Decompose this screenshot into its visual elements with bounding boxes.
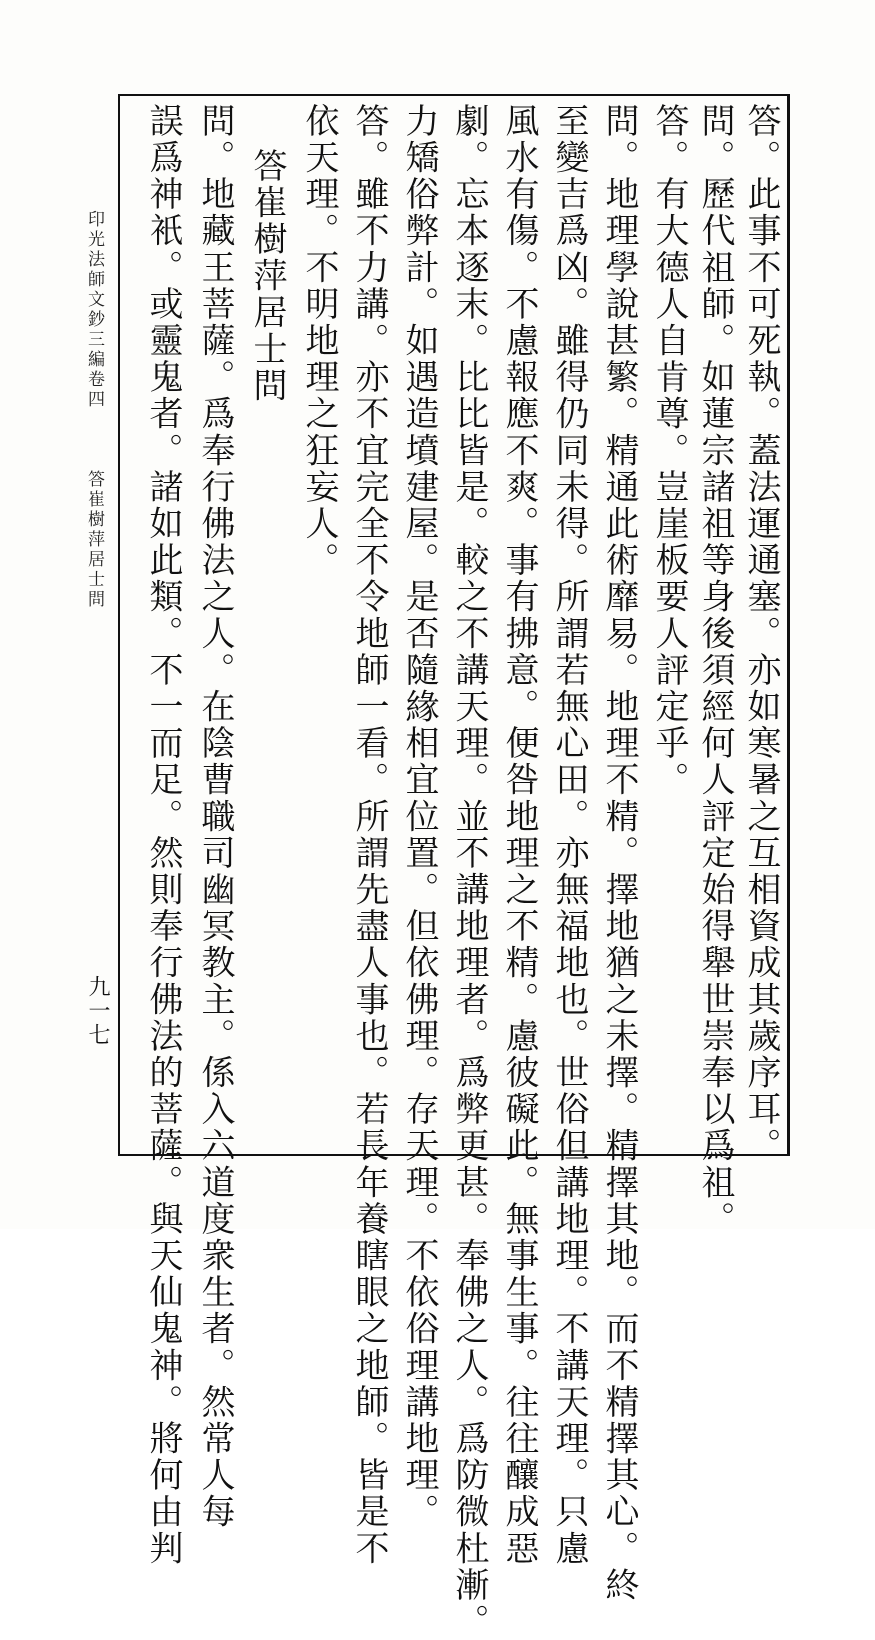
section-heading: 答崔樹萍居士問	[247, 148, 287, 405]
text-column-13: 誤爲神衹。或靈鬼者。諸如此類。不一而足。然則奉行佛法的菩薩。與天仙鬼神。將何由判	[143, 103, 183, 1567]
text-column-7: 劇。忘本逐末。比比皆是。較之不講天理。並不講地理者。爲弊更甚。奉佛之人。爲防微杜漸。	[449, 103, 489, 1640]
text-column-8: 力矯俗弊計。如遇造墳建屋。是否隨緣相宜位置。但依佛理。存天理。不依俗理講地理。	[399, 103, 439, 1531]
section-title-margin: 答崔樹萍居士問	[84, 470, 104, 610]
text-column-4: 問。地理學說甚繁。精通此術靡易。地理不精。擇地猶之未擇。精擇其地。而不精擇其心。終	[599, 103, 639, 1604]
text-column-2: 問。歷代祖師。如蓮宗諸祖等身後須經何人評定始得舉世崇奉以爲祖。	[695, 103, 735, 1238]
text-column-5: 至變吉爲凶。雖得仍同未得。所謂若無心田。亦無福地也。世俗但講地理。不講天理。只慮	[549, 103, 589, 1567]
book-title-margin: 印光法師文鈔三編卷四	[84, 210, 104, 410]
text-column-12: 問。地藏王菩薩。爲奉行佛法之人。在陰曹職司幽冥教主。係入六道度衆生者。然常人每	[195, 103, 235, 1531]
text-column-6: 風水有傷。不慮報應不爽。事有拂意。便咎地理之不精。慮彼礙此。無事生事。往往釀成惡	[499, 103, 539, 1567]
page-number: 九一七	[85, 975, 110, 1047]
text-column-1: 答。此事不可死執。蓋法運通塞。亦如寒暑之互相資成其歲序耳。	[741, 103, 781, 1165]
text-column-3: 答。有大德人自肯尊。豈崖板要人評定乎。	[649, 103, 689, 799]
text-column-10: 依天理。不明地理之狂妄人。	[299, 103, 339, 579]
text-column-9: 答。雖不力講。亦不宜完全不令地師一看。所謂先盡人事也。若長年養瞎眼之地師。皆是不	[349, 103, 389, 1567]
